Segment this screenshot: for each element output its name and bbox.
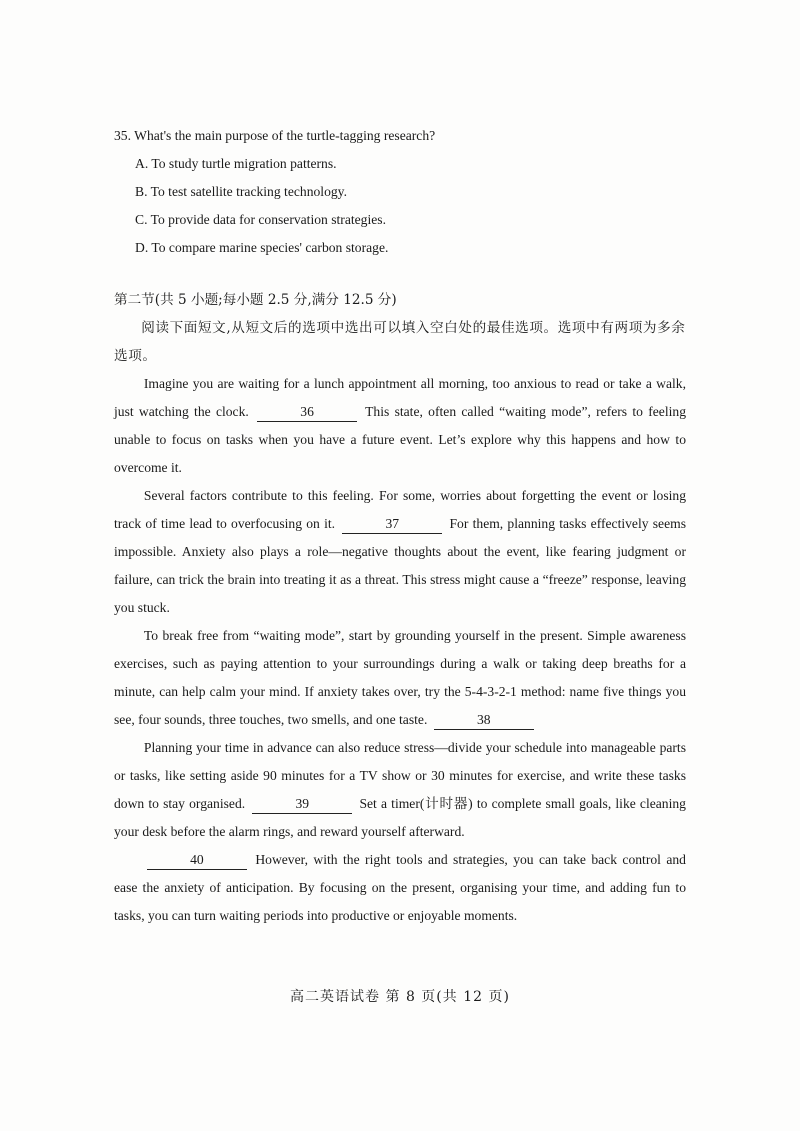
- paragraph-text: This state, often called “waiting mode”, refers to feeling unable to focus on tasks when you have a future event. Let’s explore why this happens and how to overcome it.: [114, 404, 686, 475]
- passage-paragraph-4: [114, 734, 686, 846]
- section-instruction: 阅读下面短文,从短文后的选项中选出可以填入空白处的最佳选项。选项中有两项为多余选项。: [114, 320, 686, 364]
- paragraph-text: Several factors contribute to this feeling. For some, worries about forgetting the event or losing track of time lead to overfocusing on it.: [114, 488, 686, 531]
- passage-paragraph-5: [114, 846, 686, 930]
- passage-paragraph-1: [114, 370, 686, 482]
- option-a: A. To study turtle migration patterns.: [135, 156, 337, 171]
- option-b: B. To test satellite tracking technology.: [135, 184, 347, 199]
- passage-paragraph-3: [114, 622, 686, 734]
- blank-40: 40: [147, 851, 247, 870]
- paragraph-text: However, with the right tools and strategies, you can take back control and ease the anxiety of anticipation. By focusing on the present, organising your time, and adding fun to tasks, you can turn waiting periods into productive or enjoyable moments.: [114, 852, 686, 923]
- page-footer: 高二英语试卷 第 8 页(共 12 页): [290, 989, 510, 1005]
- blank-37: 37: [342, 515, 442, 534]
- paragraph-text: To break free from “waiting mode”, start by grounding yourself in the present. Simple awareness exercises, such as paying attention to your surroundings during a walk or taking deep breaths for a minute, can help calm your mind. If anxiety takes over, try the 5-4-3-2-1 method: name five things you see, four sounds, three touches, two smells, and one taste.: [114, 628, 686, 727]
- blank-39: 39: [252, 795, 352, 814]
- paragraph-text: Planning your time in advance can also reduce stress—divide your schedule into manageable parts or tasks, like setting aside 90 minutes for a TV show or 30 minutes for exercise, and write these tasks down to stay organised.: [114, 740, 686, 811]
- paragraph-text: Set a timer(计时器) to complete small goals, like cleaning your desk before the alarm rings, and reward yourself afterward.: [114, 796, 686, 839]
- page-content: [114, 122, 686, 930]
- paragraph-text: Imagine you are waiting for a lunch appointment all morning, too anxious to read or take a walk, just watching the clock.: [114, 376, 686, 419]
- question-35-stem: 35. What's the main purpose of the turtle-tagging research?: [114, 128, 436, 143]
- section-heading: 第二节(共 5 小题;每小题 2.5 分,满分 12.5 分): [114, 292, 397, 308]
- option-c: C. To provide data for conservation strategies.: [135, 212, 386, 227]
- blank-36: 36: [257, 403, 357, 422]
- passage-paragraph-2: [114, 482, 686, 622]
- option-d: D. To compare marine species' carbon storage.: [135, 240, 389, 255]
- paragraph-text: For them, planning tasks effectively seems impossible. Anxiety also plays a role—negative thoughts about the event, like fearing judgment or failure, can trick the brain into treating it as a threat. This stress might cause a “freeze” response, leaving you stuck.: [114, 516, 686, 615]
- blank-38: 38: [434, 711, 534, 730]
